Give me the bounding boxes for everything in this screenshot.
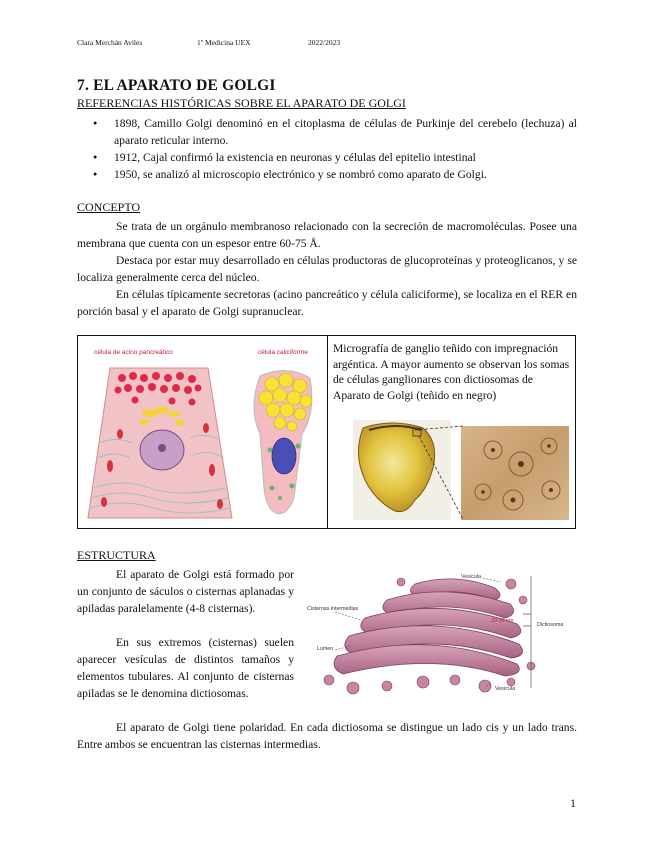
concepto-heading: CONCEPTO	[77, 200, 141, 214]
estructura-paragraph: El aparato de Golgi tiene polaridad. En cada dictiosoma se distingue un lado cis y un lado trans. Entre ambos se encuentran las cisternas intermedias.	[77, 721, 577, 751]
list-item: ● 1950, se analizó al microscopio electrónico y se nombró como aparato de Golgi.	[77, 166, 577, 183]
header-year: 2022/2023	[308, 38, 341, 47]
label-cisternae: Cisternas intermedias	[307, 606, 359, 612]
label-vesicle-bottom: Vesícula	[495, 686, 516, 692]
history-list	[77, 115, 577, 183]
figure-caption: Micrografía de ganglio teñido con impregnación argéntica. A mayor aumento se observan los somas de células ganglionares con dictiosomas de Aparato de Golgi (teñido en negro)	[333, 342, 570, 402]
golgi-illustration	[305, 570, 575, 698]
page-title: 7. EL APARATO DE GOLGI	[77, 77, 276, 94]
page-number: 1	[570, 796, 576, 810]
micrographs	[353, 420, 573, 522]
figure-divider	[327, 335, 328, 529]
concepto-paragraph: Se trata de un orgánulo membranoso relacionado con la secreción de macromoléculas. Posee una membrana que cuenta con un espesor entre 60-75 Å.	[77, 220, 577, 250]
label-acino: célula de acino pancreático	[94, 349, 173, 356]
label-lumen: Lumen	[317, 646, 334, 652]
header-author: Clara Merchán Aviles	[77, 38, 143, 47]
label-caliciforme: célula caliciforme	[258, 349, 308, 356]
header-course: 1º Medicina UEX	[197, 38, 251, 47]
concepto-paragraph: Destaca por estar muy desarrollado en células productoras de glucoproteínas y proteoglicanos, y se localiza generalmente cerca del núcleo.	[77, 254, 577, 284]
estructura-paragraph: En sus extremos (cisternas) suelen aparecer vesículas de distintos tamaños y elementos tubulares. Al conjunto de cisternas apiladas se le denomina dictiosomas.	[77, 636, 294, 700]
list-item: ● 1912, Cajal confirmó la existencia en neuronas y células del epitelio intestinal	[77, 149, 577, 166]
golgi-detail-micrograph	[461, 426, 569, 520]
estructura-heading: ESTRUCTURA	[77, 548, 156, 562]
concepto-paragraph: En células típicamente secretoras (acino pancreático y célula caliciforme), se localiza en el RER en porción basal y el aparato de Golgi supranuclear.	[77, 288, 577, 318]
estructura-paragraph: El aparato de Golgi está formado por un conjunto de sáculos o cisternas aplanadas y apiladas paralelamente (4-8 cisternas).	[77, 568, 294, 615]
label-dictiosoma: Dictiosoma	[537, 622, 564, 628]
label-vesicle-top: Vesícula	[461, 574, 482, 580]
cell-illustration	[80, 338, 324, 526]
label-size: 20-30 nm	[491, 618, 514, 624]
history-heading: REFERENCIAS HISTÓRICAS SOBRE EL APARATO DE GOLGI	[77, 96, 406, 110]
list-item: ● 1898, Camillo Golgi denominó en el citoplasma de células de Purkinje del cerebelo (lechuza) al aparato reticular interno.	[77, 115, 577, 149]
